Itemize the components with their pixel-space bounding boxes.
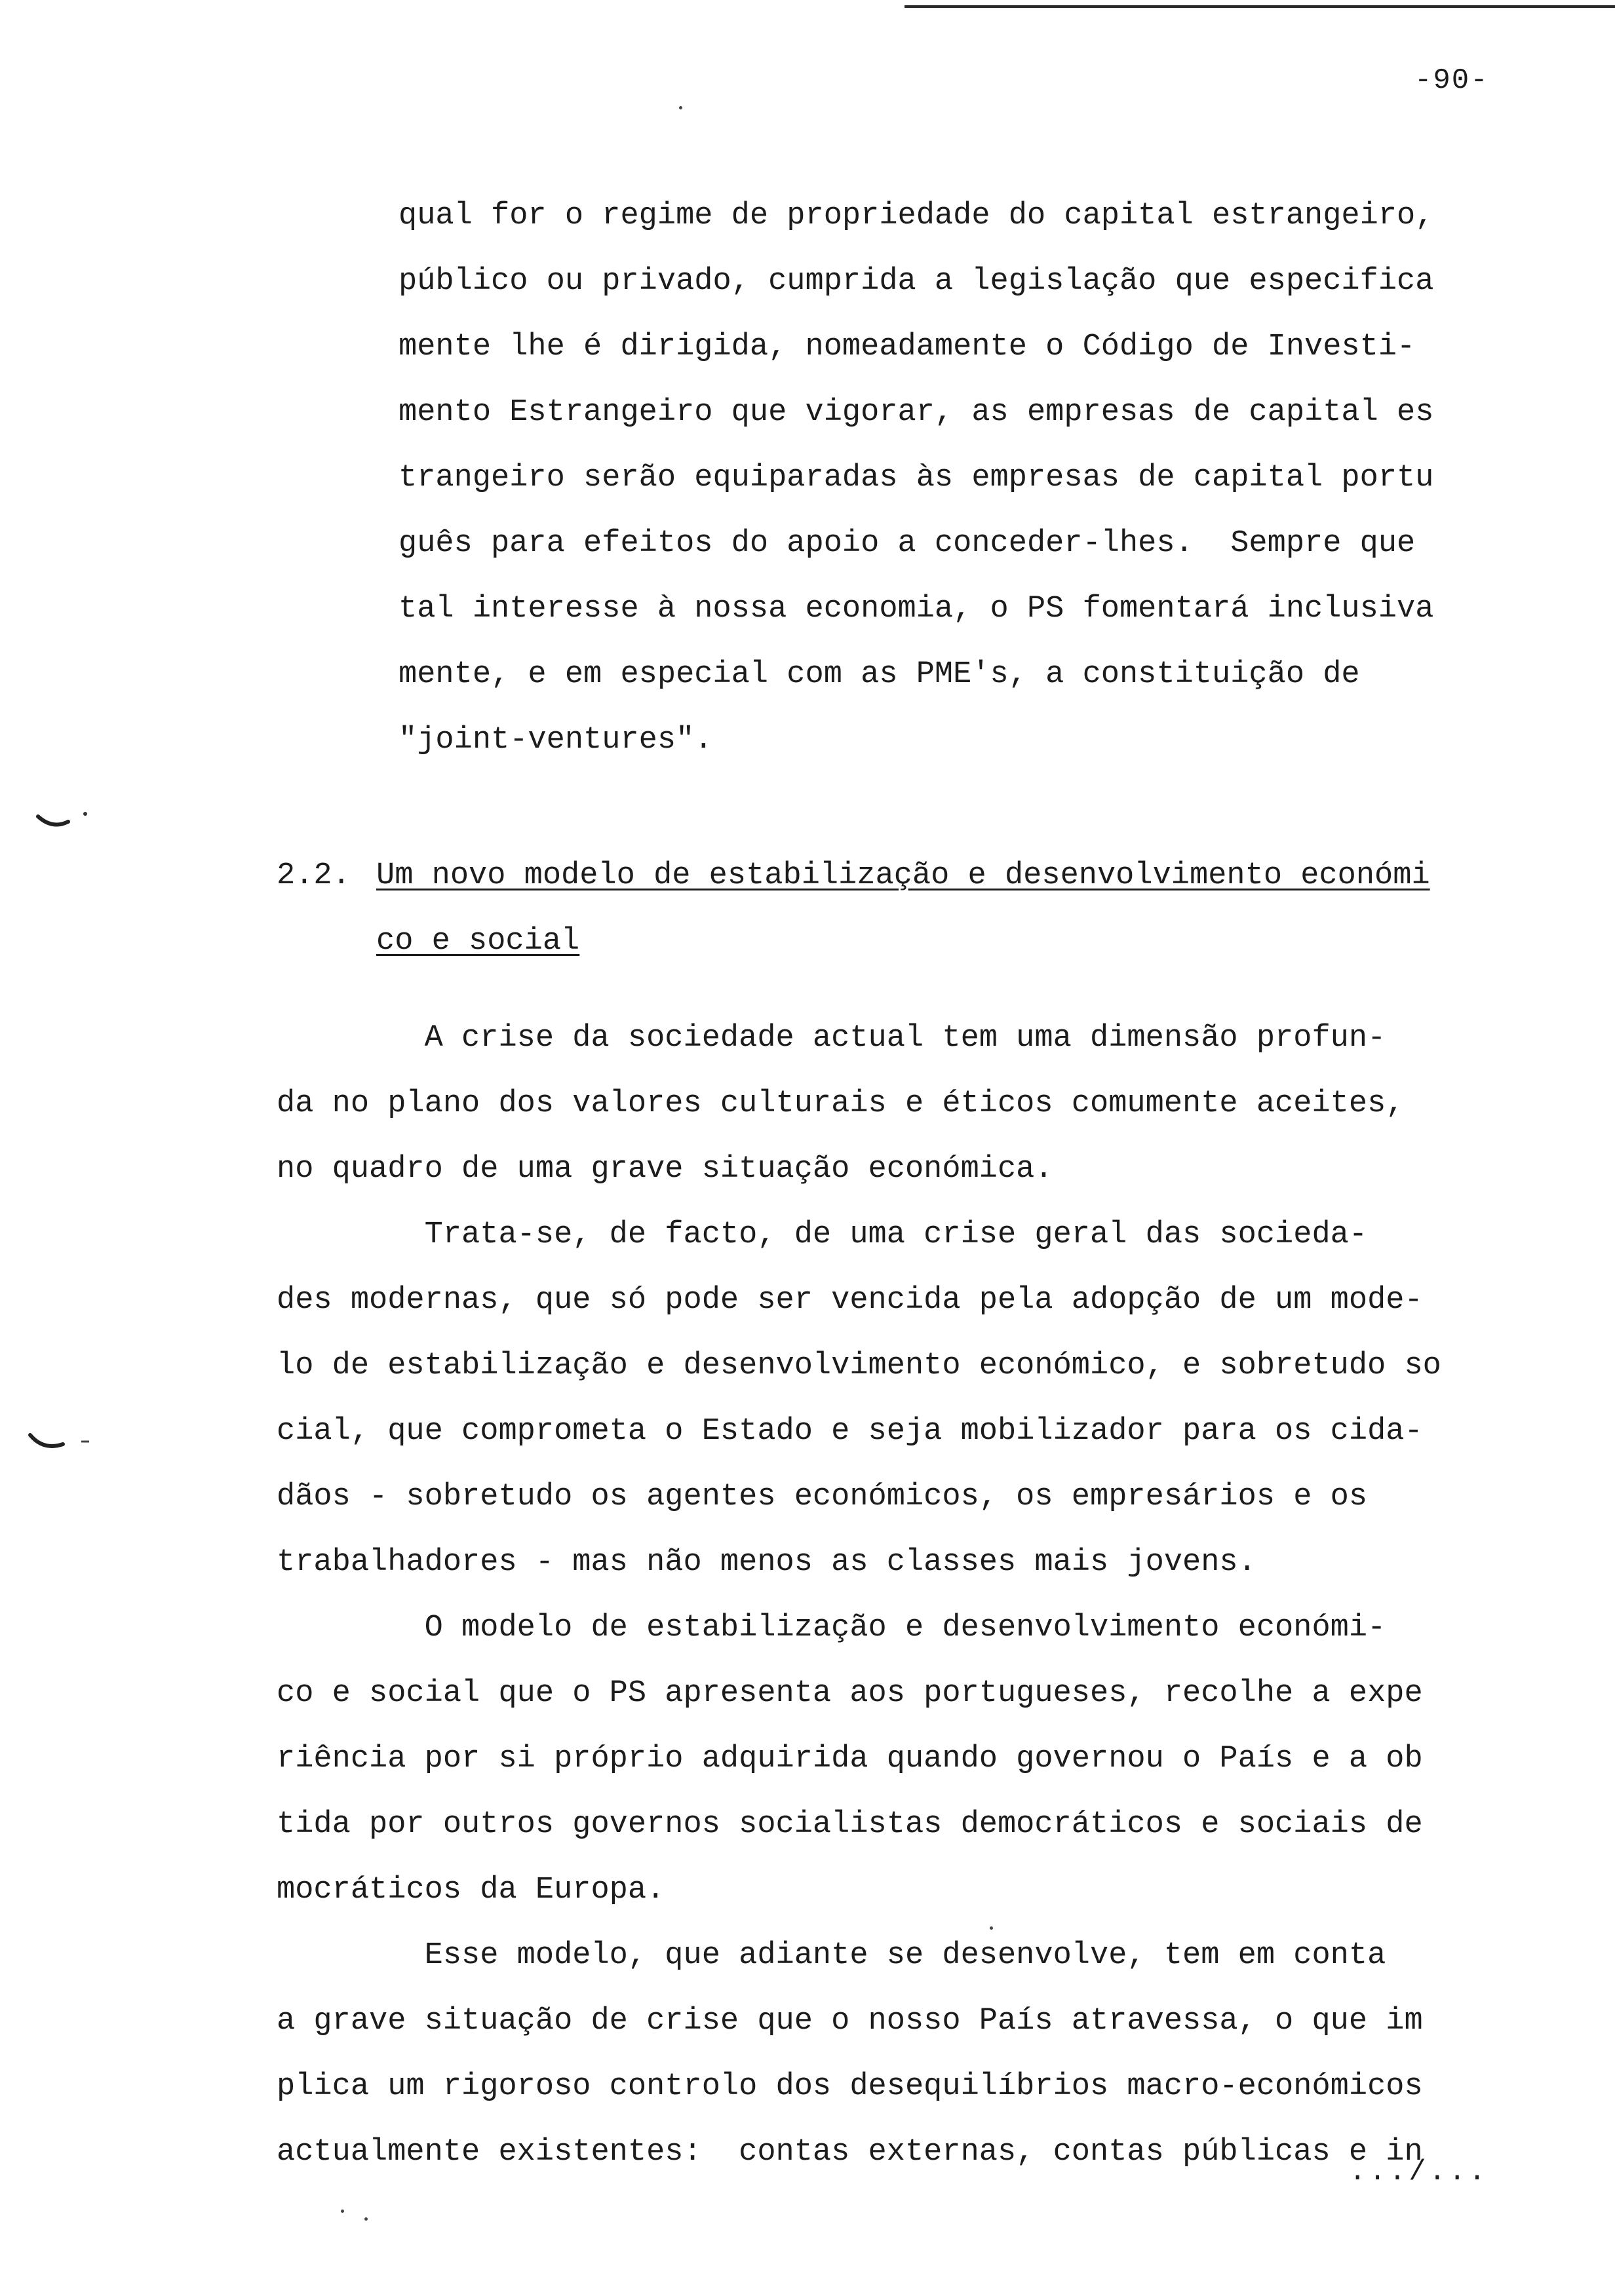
text-line: no quadro de uma grave situação económica.: [277, 1152, 1053, 1187]
text-line: mente lhe é dirigida, nomeadamente o Código de Investi-: [399, 330, 1416, 364]
text-line: A crise da sociedade actual tem uma dimensão profun-: [277, 1021, 1386, 1056]
top-rule: [905, 5, 1615, 8]
text-line: plica um rigoroso controlo dos desequilíbrios macro-económicos: [277, 2069, 1423, 2104]
text-line: mocráticos da Europa.: [277, 1873, 665, 1907]
text-line: cial, que comprometa o Estado e seja mobilizador para os cida-: [277, 1414, 1423, 1449]
text-line: qual for o regime de propriedade do capital estrangeiro,: [399, 199, 1434, 233]
text-line: trabalhadores - mas não menos as classes mais jovens.: [277, 1545, 1256, 1580]
text-line: Esse modelo, que adiante se desenvolve, tem em conta: [277, 1938, 1386, 1973]
text-line: guês para efeitos do apoio a conceder-lhes. Sempre que: [399, 526, 1416, 561]
text-line: des modernas, que só pode ser vencida pela adopção de um mode-: [277, 1283, 1423, 1318]
text-line: O modelo de estabilização e desenvolvimento económi-: [277, 1611, 1386, 1645]
text-line: a grave situação de crise que o nosso País atravessa, o que im: [277, 2004, 1423, 2038]
margin-check-mark-icon: [26, 1428, 98, 1461]
continuation-marker: .../...: [1349, 2156, 1489, 2189]
text-line: mento Estrangeiro que vigorar, as empresas de capital es: [399, 395, 1434, 430]
section-title-line: Um novo modelo de estabilização e desenvolvimento económi: [376, 858, 1430, 893]
text-line: riência por si próprio adquirida quando governou o País e a ob: [277, 1742, 1423, 1776]
scan-speck: [364, 2217, 368, 2221]
scan-speck: [990, 1926, 993, 1930]
text-line: trangeiro serão equiparadas às empresas de capital portu: [399, 461, 1434, 495]
text-line: da no plano dos valores culturais e éticos comumente aceites,: [277, 1086, 1405, 1121]
text-line: Trata-se, de facto, de uma crise geral das socieda-: [277, 1217, 1368, 1252]
page-number: -90-: [1414, 64, 1489, 97]
text-line: tida por outros governos socialistas democráticos e sociais de: [277, 1807, 1423, 1842]
text-line: tal interesse à nossa economia, o PS fomentará inclusiva: [399, 592, 1434, 626]
text-line: co e social que o PS apresenta aos portugueses, recolhe a expe: [277, 1676, 1423, 1711]
section-title-line: co e social: [376, 924, 580, 959]
text-line: "joint-ventures".: [399, 723, 713, 757]
text-line: público ou privado, cumprida a legislação que especifica: [399, 264, 1434, 299]
scan-speck: [341, 2210, 344, 2213]
text-line: lo de estabilização e desenvolvimento económico, e sobretudo so: [277, 1349, 1441, 1383]
text-line: dãos - sobretudo os agentes económicos, os empresários e os: [277, 1480, 1368, 1514]
text-line: actualmente existentes: contas externas, contas públicas e in: [277, 2135, 1423, 2170]
scan-speck: [679, 106, 682, 109]
margin-check-mark-icon: [34, 807, 93, 840]
section-number: 2.2.: [277, 858, 351, 893]
text-line: mente, e em especial com as PME's, a constituição de: [399, 657, 1360, 692]
